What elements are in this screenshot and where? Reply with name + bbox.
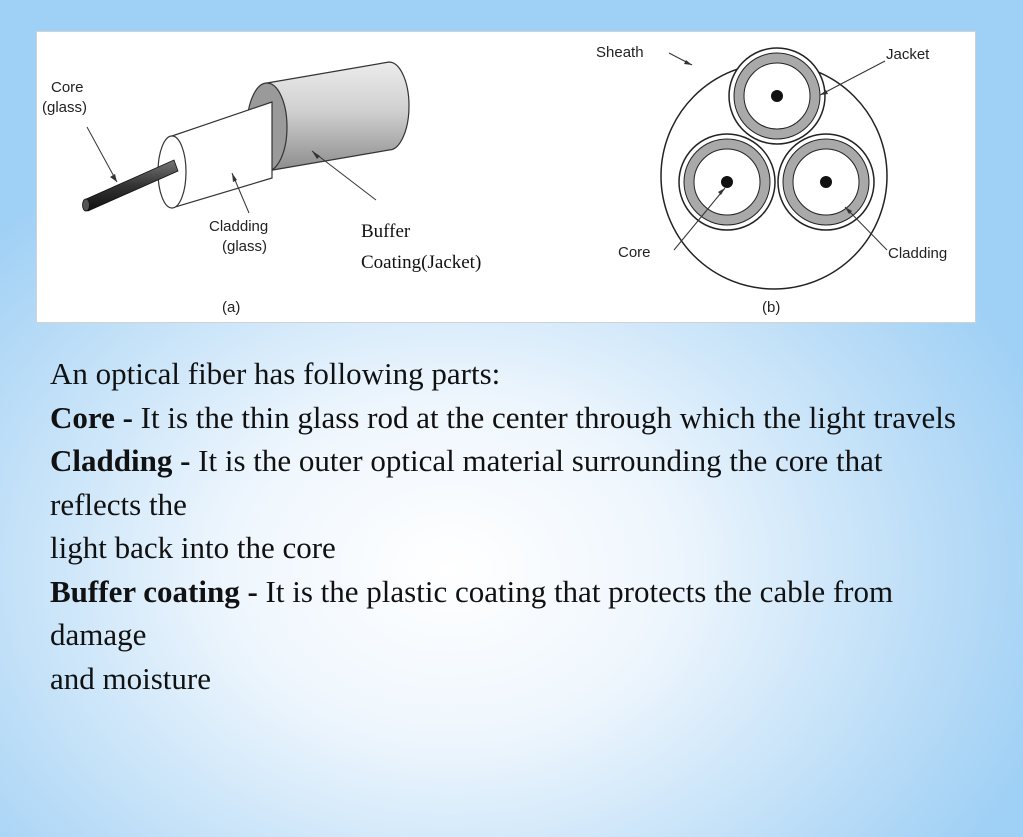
core-description: It is the thin glass rod at the center through which the light travels — [132, 399, 956, 435]
core-label-b: Core — [618, 244, 651, 261]
cladding-description: It is the outer optical material surrounding the core that reflects the — [50, 443, 883, 522]
cladding-cylinder — [172, 102, 272, 208]
svg-text:Coating(Jacket): Coating(Jacket) — [361, 252, 482, 273]
description-text — [50, 352, 980, 700]
caption-b: (b) — [762, 299, 781, 316]
fiber-top — [729, 48, 825, 144]
fiber-right — [778, 134, 874, 230]
cladding-term: Cladding - — [50, 443, 191, 478]
buffer-description-continued: and moisture — [50, 660, 211, 696]
svg-text:(glass): (glass) — [42, 99, 88, 116]
cladding-definition — [50, 439, 980, 526]
cladding-label-b: Cladding — [888, 245, 948, 262]
svg-text:Buffer: Buffer — [361, 221, 411, 242]
sheath-label: Sheath — [596, 44, 644, 61]
cladding-label-a — [209, 218, 268, 255]
fiber-diagram — [36, 31, 976, 323]
buffer-definition — [50, 570, 980, 657]
fiber-diagram-svg — [37, 32, 975, 322]
core-term: Core - — [50, 399, 133, 435]
fiber-left — [679, 134, 775, 230]
buffer-term: Buffer coating - — [50, 573, 258, 609]
svg-text:Cladding: Cladding — [209, 218, 269, 235]
svg-text:Core: Core — [51, 79, 84, 96]
core-definition — [50, 396, 980, 440]
caption-a: (a) — [222, 299, 241, 316]
jacket-cylinder — [267, 62, 409, 171]
cladding-description-continued: light back into the core — [50, 530, 336, 565]
buffer-label-a — [361, 221, 481, 273]
panel-a — [42, 62, 481, 316]
buffer-description: It is the plastic coating that protects the cable from damage — [50, 573, 894, 652]
jacket-label: Jacket — [886, 46, 930, 63]
core-label-a — [42, 79, 87, 116]
svg-text:(glass): (glass) — [222, 238, 268, 255]
panel-b — [596, 44, 947, 316]
core-leader-a — [87, 127, 117, 182]
intro-line: An optical fiber has following parts: — [50, 356, 501, 391]
